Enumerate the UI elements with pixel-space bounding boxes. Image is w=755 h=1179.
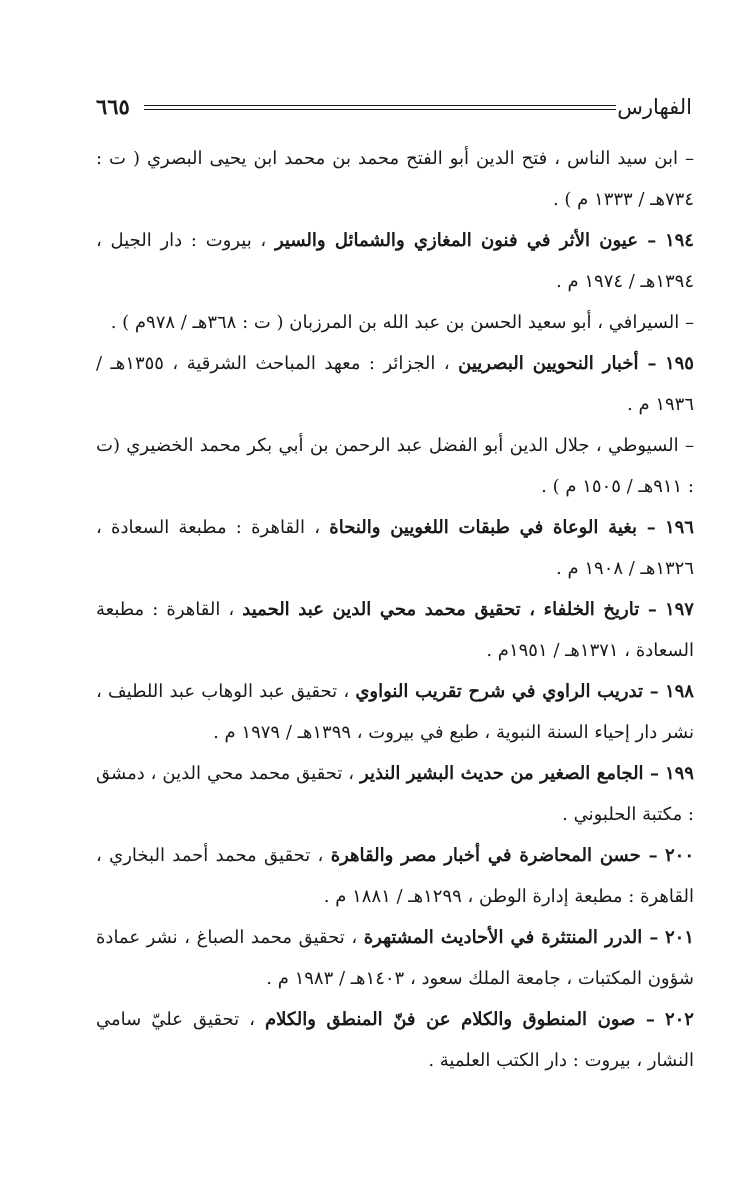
book-entry (96, 343, 694, 425)
entry-number: ١٩٨ (664, 681, 694, 702)
book-entry (96, 507, 694, 589)
entry-dash: – (640, 845, 658, 866)
book-title: الجامع الصغير من حديث البشير النذير (360, 763, 644, 784)
book-details: ، القاهرة : مطبعة السعادة ، ١٣٧١هـ / ١٩٥١م . (96, 599, 694, 661)
book-title: تدريب الراوي في شرح تقريب النواوي (355, 681, 644, 702)
book-details: ، القاهرة : مطبعة السعادة ، ١٣٢٦هـ / ١٩٠٨ م . (96, 517, 694, 579)
entry-dash: – (635, 1009, 655, 1030)
author-text: – السيرافي ، أبو سعيد الحسن بن عبد الله بن المرزبان ( ت : ٣٦٨هـ / ٩٧٨م ) . (110, 312, 694, 333)
running-title: الفهارس (617, 95, 692, 119)
book-entry (96, 671, 694, 753)
entry-number: ٢٠٠ (664, 845, 694, 866)
book-details: ، الجزائر : معهد المباحث الشرقية ، ١٣٥٥هـ / ١٩٣٦ م . (96, 353, 694, 415)
entry-dash: – (642, 927, 659, 948)
entry-number: ١٩٦ (664, 517, 694, 538)
author-entry (96, 302, 694, 343)
book-entry (96, 589, 694, 671)
entry-number: ٢٠٢ (664, 1009, 694, 1030)
author-entry (96, 425, 694, 507)
book-entry (96, 753, 694, 835)
entry-number: ١٩٥ (664, 353, 694, 374)
book-title: صون المنطوق والكلام عن فنّ المنطق والكلام (264, 1009, 636, 1030)
book-entry (96, 917, 694, 999)
book-title: الدرر المنتثرة في الأحاديث المشتهرة (363, 927, 643, 948)
book-details: ، بيروت : دار الجيل ، ١٣٩٤هـ / ١٩٧٤ م . (96, 230, 694, 292)
entry-dash: – (643, 763, 660, 784)
book-entry (96, 835, 694, 917)
book-entry (96, 999, 694, 1081)
entry-number: ١٩٧ (664, 599, 694, 620)
entry-dash: – (638, 353, 657, 374)
entry-number: ٢٠١ (664, 927, 694, 948)
author-text: – ابن سيد الناس ، فتح الدين أبو الفتح محمد بن محمد ابن يحيى البصري ( ت : ٧٣٤هـ / ١٣٣٣ م ) . (96, 148, 694, 210)
header-double-rule (144, 105, 616, 110)
book-title: تاريخ الخلفاء ، تحقيق محمد محي الدين عبد الحميد (242, 599, 640, 620)
book-entry (96, 220, 694, 302)
entry-number: ١٩٤ (664, 230, 694, 251)
entry-dash: – (643, 681, 659, 702)
entry-number: ١٩٩ (664, 763, 694, 784)
entry-dash: – (637, 230, 657, 251)
author-text: – السيوطي ، جلال الدين أبو الفضل عبد الرحمن بن أبي بكر محمد الخضيري (ت : ٩١١هـ / ١٥٠٥ م ) . (96, 435, 694, 497)
book-details: ، تحقيق عليّ سامي النشار ، بيروت : دار الكتب العلمية . (96, 1009, 694, 1071)
book-details: ، تحقيق محمد الصباغ ، نشر عمادة شؤون المكتبات ، جامعة الملك سعود ، ١٤٠٣هـ / ١٩٨٣ م . (96, 927, 694, 989)
book-details: ، تحقيق محمد أحمد البخاري ، القاهرة : مطبعة إدارة الوطن ، ١٢٩٩هـ / ١٨٨١ م . (96, 845, 694, 907)
book-title: عيون الأثر في فنون المغازي والشمائل والسير (274, 230, 638, 251)
page-number: ٦٦٥ (96, 94, 130, 119)
book-details: ، تحقيق عبد الوهاب عبد اللطيف ، نشر دار إحياء السنة النبوية ، طبع في بيروت ، ١٣٩٩هـ / ١٩٧٩ م . (96, 681, 694, 743)
book-details: ، تحقيق محمد محي الدين ، دمشق : مكتبة الحلبوني . (96, 763, 694, 825)
book-title: بغية الوعاة في طبقات اللغويين والنحاة (329, 517, 637, 538)
entry-dash: – (636, 517, 656, 538)
book-title: أخبار النحويين البصريين (458, 353, 639, 374)
page-header (96, 92, 692, 122)
bibliography-list (96, 138, 694, 1081)
author-entry (96, 138, 694, 220)
book-title: حسن المحاضرة في أخبار مصر والقاهرة (330, 845, 641, 866)
entry-dash: – (639, 599, 657, 620)
